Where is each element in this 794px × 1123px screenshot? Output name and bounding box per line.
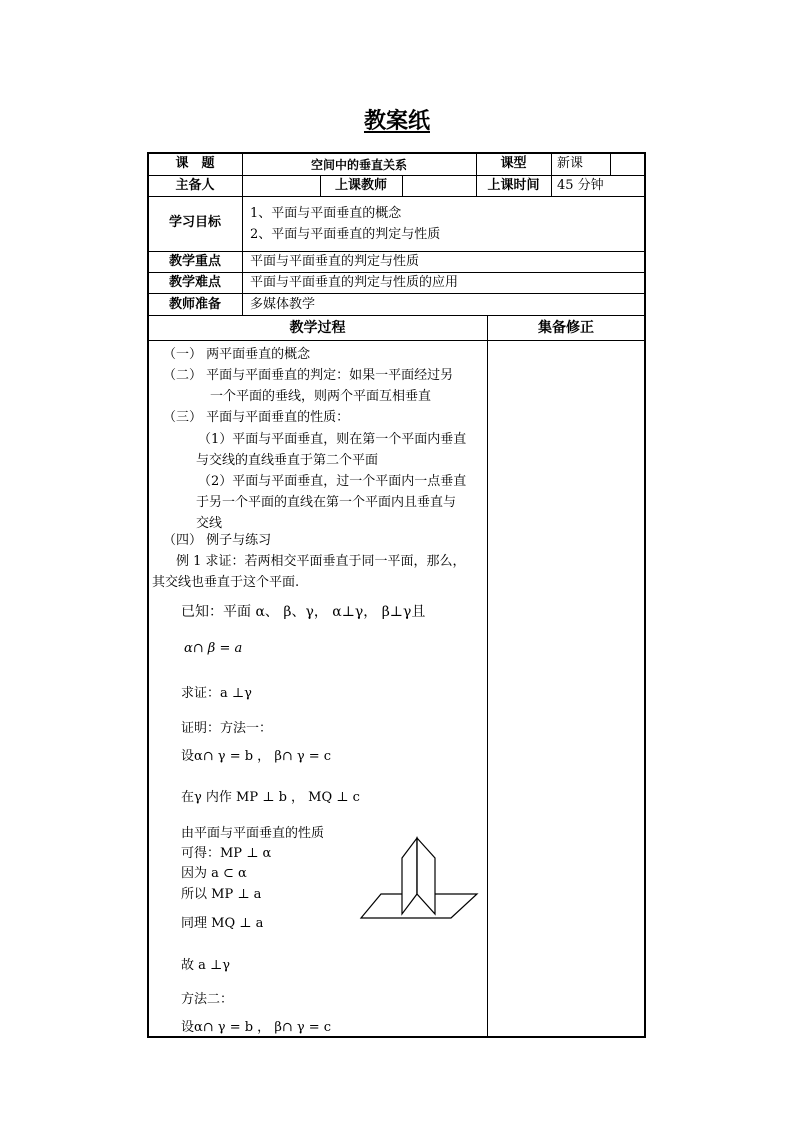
table-rule xyxy=(147,196,646,197)
example-1: 例 1 求证：若两相交平面垂直于同一平面，那么， xyxy=(176,554,466,569)
goals-label: 学习目标 xyxy=(168,215,221,230)
table-rule xyxy=(147,315,646,316)
proof-because: 因为 a ⊂ α xyxy=(181,866,247,881)
time-label: 上课时间 xyxy=(487,178,540,193)
given-formula: α∩ β = a xyxy=(184,641,243,656)
process-header: 教学过程 xyxy=(289,320,346,336)
property-2-cont: 于另一个平面的直线在第一个平面内且垂直与 xyxy=(196,495,457,510)
property-2-cont: 交线 xyxy=(196,516,223,531)
preparer-label: 主备人 xyxy=(175,178,215,193)
goal-item: 1、平面与平面垂直的概念 xyxy=(250,206,402,221)
section-2-cont: 一个平面的垂线，则两个平面互相垂直 xyxy=(210,389,432,404)
proof-method-1: 证明：方法一： xyxy=(181,721,273,736)
section-2: （二） 平面与平面垂直的判定：如果一平面经过另 xyxy=(163,368,454,383)
subject-value: 空间中的垂直关系 xyxy=(310,158,407,172)
table-rule xyxy=(147,340,646,341)
property-1: （1）平面与平面垂直，则在第一个平面内垂直 xyxy=(198,432,467,447)
table-rule xyxy=(487,315,488,1038)
difficulty-value: 平面与平面垂直的判定与性质的应用 xyxy=(250,275,459,290)
page-title: 教案纸 xyxy=(363,108,430,134)
given: 已知：平面 α、 β、γ， α⊥γ， β⊥γ且 xyxy=(181,604,426,620)
proof-method-2: 方法二： xyxy=(181,992,234,1007)
section-1: （一） 两平面垂直的概念 xyxy=(163,347,311,362)
example-1-cont: 其交线也垂直于这个平面. xyxy=(152,575,300,590)
table-rule xyxy=(402,175,403,196)
table-rule xyxy=(242,152,243,315)
type-value: 新课 xyxy=(557,156,584,171)
proof-by: 由平面与平面垂直的性质 xyxy=(181,826,325,841)
table-rule xyxy=(551,152,552,196)
section-4: （四） 例子与练习 xyxy=(163,533,272,548)
key-value: 平面与平面垂直的判定与性质 xyxy=(250,254,420,269)
table-rule xyxy=(147,293,646,294)
proof-get: 可得：MP ⊥ α xyxy=(181,846,272,861)
section-3: （三） 平面与平面垂直的性质： xyxy=(163,410,350,425)
goal-item: 2、平面与平面垂直的判定与性质 xyxy=(250,227,441,242)
key-label: 教学重点 xyxy=(168,254,221,269)
proof-so: 所以 MP ⊥ a xyxy=(181,887,262,902)
proof-let-2: 设α∩ γ = b ， β∩ γ = c xyxy=(181,1020,332,1035)
time-value: 45 分钟 xyxy=(557,178,604,193)
difficulty-label: 教学难点 xyxy=(168,275,221,290)
proof-likewise: 同理 MQ ⊥ a xyxy=(181,916,264,931)
property-1-cont: 与交线的直线垂直于第二个平面 xyxy=(196,453,379,468)
subject-label: 课 题 xyxy=(175,156,215,171)
planes-figure xyxy=(355,822,480,922)
table-rule xyxy=(610,152,611,175)
proof-let: 设α∩ γ = b ， β∩ γ = c xyxy=(181,749,332,764)
prep-label: 教师准备 xyxy=(168,297,221,312)
prove: 求证：a ⊥γ xyxy=(181,686,252,701)
type-label: 课型 xyxy=(500,156,527,171)
teacher-label: 上课教师 xyxy=(334,178,387,193)
revision-header: 集备修正 xyxy=(538,320,594,336)
prep-value: 多媒体教学 xyxy=(250,297,316,312)
proof-hence: 故 a ⊥γ xyxy=(181,958,231,973)
proof-construct: 在γ 内作 MP ⊥ b ， MQ ⊥ c xyxy=(181,790,360,805)
property-2: （2）平面与平面垂直，过一个平面内一点垂直 xyxy=(198,474,467,489)
